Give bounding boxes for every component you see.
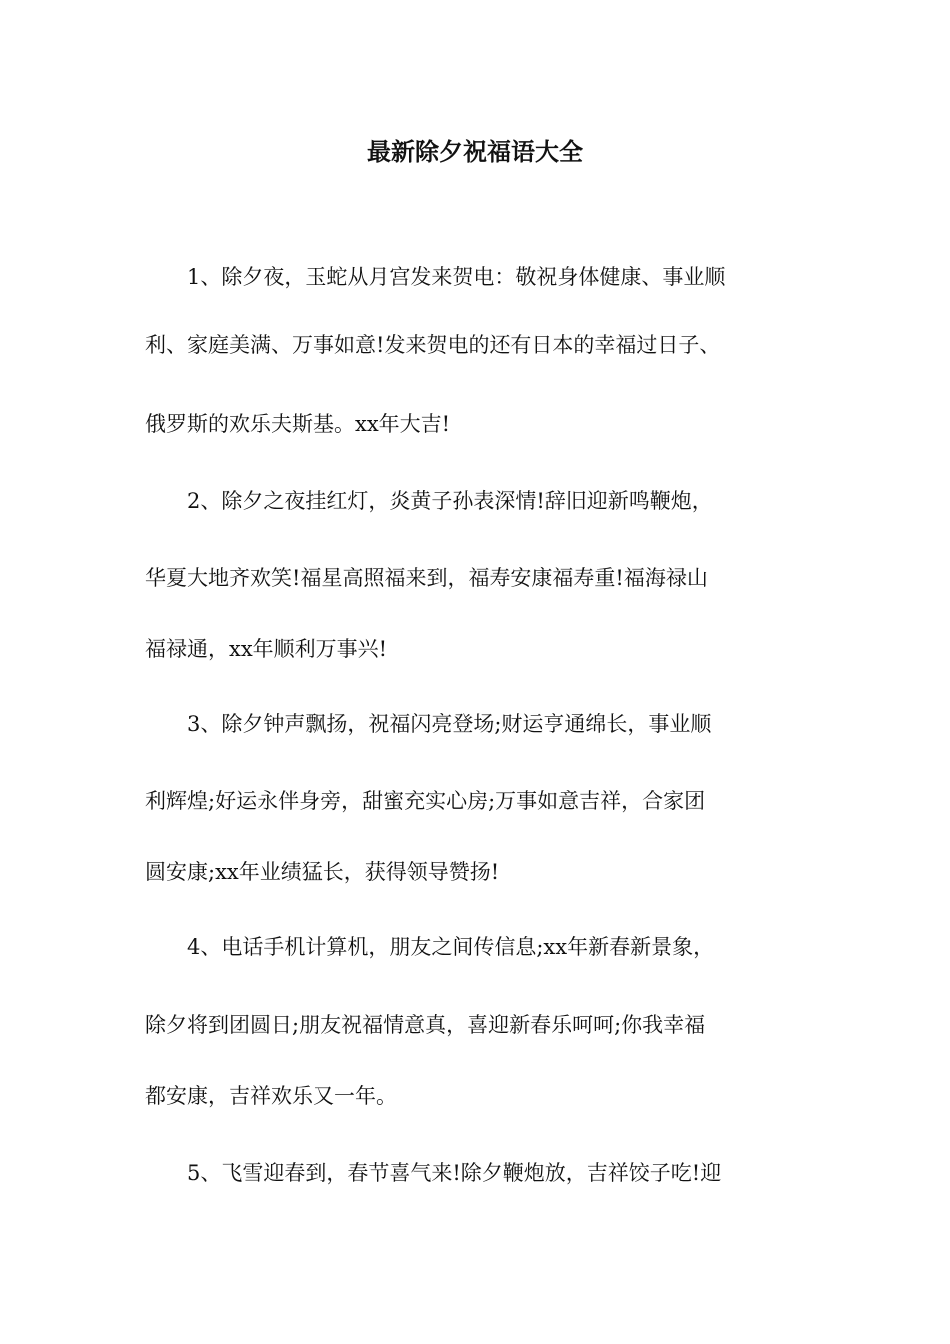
text-line: 4、电话手机计算机，朋友之间传信息;xx年新春新景象，: [145, 935, 715, 959]
text-line: 华夏大地齐欢笑!福星高照福来到，福寿安康福寿重!福海禄山: [145, 566, 708, 590]
text-line: 都安康，吉祥欢乐又一年。: [145, 1084, 397, 1108]
text-line: 3、除夕钟声飘扬，祝福闪亮登场;财运亨通绵长，事业顺: [145, 712, 712, 736]
page-title: 最新除夕祝福语大全: [367, 138, 583, 166]
text-line: 福禄通，xx年顺利万事兴!: [145, 637, 388, 661]
text-line: 利、家庭美满、万事如意!发来贺电的还有日本的幸福过日子、: [145, 333, 721, 357]
text-line: 5、飞雪迎春到，春节喜气来!除夕鞭炮放，吉祥饺子吃!迎: [145, 1161, 722, 1185]
text-line: 利辉煌;好运永伴身旁，甜蜜充实心房;万事如意吉祥，合家团: [145, 789, 706, 813]
text-line: 除夕将到团圆日;朋友祝福情意真，喜迎新春乐呵呵;你我幸福: [145, 1013, 706, 1037]
text-line: 俄罗斯的欢乐夫斯基。xx年大吉!: [145, 412, 451, 436]
text-line: 2、除夕之夜挂红灯，炎黄子孙表深情!辞旧迎新鸣鞭炮，: [145, 489, 713, 513]
text-line: 圆安康;xx年业绩猛长，获得领导赞扬!: [145, 860, 500, 884]
text-line: 1、除夕夜，玉蛇从月宫发来贺电：敬祝身体健康、事业顺: [145, 265, 726, 289]
